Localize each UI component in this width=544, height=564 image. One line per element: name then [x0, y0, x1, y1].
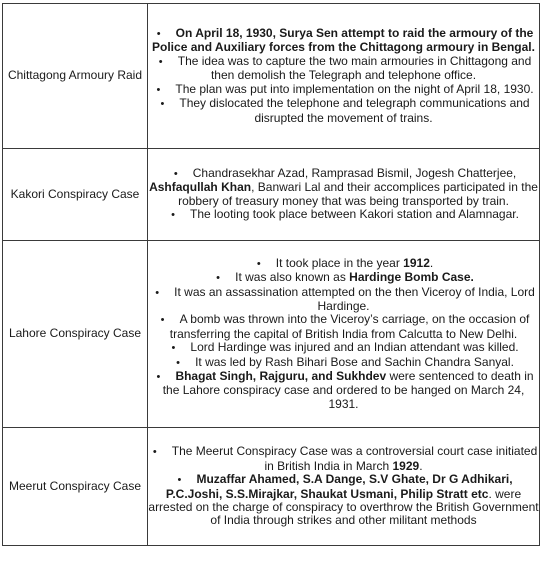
bold-text: On April 18, 1930, Surya Sen attempt to raid the armoury of the Police and Auxiliary forces from the Chittagong armoury in Bengal.	[152, 26, 535, 55]
bullet-item	[148, 27, 539, 55]
bullet-item	[148, 55, 539, 83]
events-table	[2, 3, 540, 546]
bullet-list	[148, 257, 539, 411]
table-row	[3, 4, 540, 149]
bullet-item	[148, 370, 539, 411]
bullet-list	[148, 27, 539, 125]
event-name: Kakori Conspiracy Case	[10, 186, 140, 201]
event-description-cell	[148, 149, 540, 241]
event-name: Lahore Conspiracy Case	[8, 326, 142, 341]
table-row	[3, 428, 540, 546]
event-name-cell	[3, 4, 148, 149]
event-name: Meerut Conspiracy Case	[8, 478, 142, 493]
text: were sentenced to death in the Lahore conspiracy case and ordered to be hanged on March 24, 1931.	[162, 369, 534, 411]
bold-text: Ashfaqullah Khan	[149, 180, 252, 195]
text: It was an assassination attempted on the then Viceroy of India, Lord Hardinge.	[174, 284, 535, 313]
text: Lord Hardinge was injured and an Indian attendant was killed.	[190, 340, 519, 355]
text: It took place in the year	[275, 255, 404, 270]
bullet-item	[148, 208, 539, 222]
text: A bomb was thrown into the Viceroy’s carriage, on the occasion of transferring the capital of British India from Calcutta to New Delhi.	[169, 312, 530, 341]
bullet-item	[148, 167, 539, 208]
bold-text: 1912	[403, 255, 430, 270]
event-name-cell	[3, 149, 148, 241]
bullet-item	[148, 286, 539, 314]
bullet-list	[148, 167, 539, 223]
table-row	[3, 149, 540, 241]
text: The looting took place between Kakori station and Alamnagar.	[190, 206, 519, 221]
text: . were arrested on the charge of conspiracy to overthrow the British Government of India through strikes and other militant methods	[148, 486, 539, 528]
bullet-item	[148, 341, 539, 355]
bullet-item	[148, 473, 539, 528]
bullet-item	[148, 356, 539, 370]
bullet-item	[148, 97, 539, 125]
text: , Banwari Lal and their accomplices participated in the robbery of treasury money that was being transported by train.	[178, 180, 538, 208]
event-name: Chittagong Armoury Raid	[7, 68, 143, 83]
text: The Meerut Conspiracy Case was a controversial court case initiated in British India in March	[171, 444, 538, 473]
event-name-cell	[3, 241, 148, 428]
text: The idea was to capture the two main armouries in Chittagong and then demolish the Telegraph and telephone office.	[177, 53, 532, 83]
bullet-item	[148, 83, 539, 97]
bullet-list	[148, 445, 539, 527]
bullet-item	[148, 271, 539, 285]
text: It was led by Rash Bihari Bose and Sachin Chandra Sanyal.	[195, 354, 514, 369]
bold-text: Bhagat Singh, Rajguru, and Sukhdev	[175, 369, 387, 384]
event-name-cell	[3, 428, 148, 546]
bold-text: 1929	[392, 458, 420, 473]
text: .	[419, 458, 423, 473]
bullet-item	[148, 313, 539, 341]
bullet-item	[148, 445, 539, 473]
text: Chandrasekhar Azad, Ramprasad Bismil, Jogesh Chatterjee,	[192, 165, 517, 180]
bold-text: Hardinge Bomb Case.	[349, 270, 474, 285]
event-description-cell	[148, 428, 540, 546]
text: .	[429, 255, 434, 270]
text: It was also known as	[235, 270, 350, 285]
bullet-item	[148, 257, 539, 271]
text: The plan was put into implementation on the night of April 18, 1930.	[175, 81, 534, 96]
text: They dislocated the telephone and telegraph communications and disrupted the movement of trains.	[179, 96, 530, 125]
bold-text: Muzaffar Ahamed, S.A Dange, S.V Ghate, Dr G Adhikari, P.C.Joshi, S.S.Mirajkar, Shaukat Usmani, Philip Stratt etc	[165, 472, 513, 501]
event-description-cell	[148, 4, 540, 149]
event-description-cell	[148, 241, 540, 428]
table-row	[3, 241, 540, 428]
